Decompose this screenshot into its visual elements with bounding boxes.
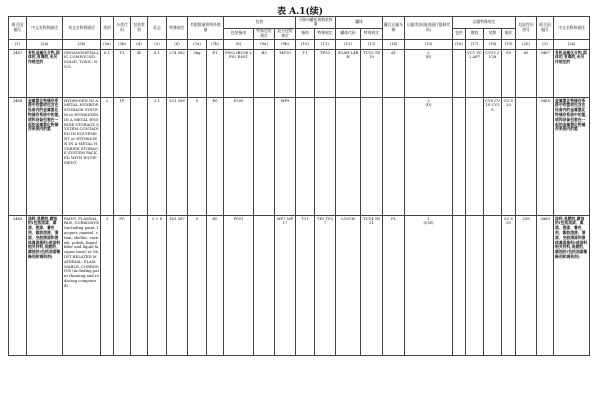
col-name-cn: 中文名称和描述	[27, 17, 63, 40]
cell-ts-operation: S9	[502, 50, 516, 98]
col-hazard-id: 危险性识别号	[516, 17, 537, 40]
col-tank-code: 罐体代码	[336, 28, 361, 40]
cell-tank-code	[336, 98, 361, 216]
cell-special-provisions: 274 562	[167, 50, 188, 98]
col-packing-instructions: 包装指南	[224, 28, 254, 40]
tunnel-code: (C/E)	[423, 220, 434, 226]
cell-labels: 3 + 8	[148, 216, 167, 356]
col-number: (9a)	[254, 40, 275, 50]
cell-tank-code: SGAH L4BH	[336, 50, 361, 98]
cell-name-en: PAINT, FLAMMABLE, CORROSIVE (including paint, lacquer, enamel, stain, shellac, varnish, polish, liquid filler and liquid lacquer base) or PAINT RELATED MATERIAL, FLAMMABLE, CORROSIVE (including paint thinning and reducing compound)	[63, 216, 101, 356]
col-number: (13)	[361, 40, 383, 50]
cell-packing-special	[254, 216, 275, 356]
col-number: (6)	[167, 40, 188, 50]
dangerous-goods-table	[8, 16, 590, 356]
col-ts-loading: 装卸	[484, 28, 502, 40]
cell-packing-group: Ⅰ	[131, 216, 148, 356]
cell-ts-bulk	[466, 216, 484, 356]
col-number: (1)	[9, 40, 27, 50]
col-number: (14)	[383, 40, 405, 50]
cell-un-no: 3469	[9, 216, 27, 356]
cell-tank-special: TP33	[315, 50, 336, 98]
cell-limited-quantity: 0	[188, 98, 207, 216]
cell-excepted-quantity: E0	[207, 216, 224, 356]
table-row	[9, 50, 590, 98]
cell-vehicle	[383, 98, 405, 216]
cell-hazard-id	[516, 98, 537, 216]
col-un-no: 联合国编号	[9, 17, 27, 40]
cell-ts-loading	[484, 216, 502, 356]
cell-packing-instructions: P002 IBC08 LP02 R001	[224, 50, 254, 98]
col-un-no-2: 联合国编号	[537, 17, 554, 40]
col-vehicle: 罐式运输车辆	[383, 17, 405, 40]
cell-packing-special	[254, 98, 275, 216]
col-tank-special: 特殊规定	[315, 28, 336, 40]
col-number: (18)	[484, 40, 502, 50]
cell-packing-group: Ⅲ	[131, 50, 148, 98]
cell-tank-code-special	[361, 98, 383, 216]
cell-un-no: 3467	[9, 50, 27, 98]
cell-vehicle: FL	[383, 216, 405, 356]
col-ts-packages: 包件	[453, 28, 466, 40]
transport-category-value: 1	[427, 215, 430, 221]
cell-name-cn: 有机金属化合物,固体的,有毒的,未另作规定的	[27, 50, 63, 98]
cell-class: 3	[101, 216, 114, 356]
col-transport-category: 运输类别(隧道通行限制代码)	[405, 17, 453, 40]
col-packing-group: 包装类别	[131, 17, 148, 40]
cell-packing-instructions: P001	[224, 216, 254, 356]
cell-ts-bulk: VC1 VC2 AP7	[466, 50, 484, 98]
cell-excepted-quantity: E0	[207, 98, 224, 216]
cell-class-code: T3	[114, 50, 131, 98]
col-mixed-packing: 混合包装规定	[275, 28, 296, 40]
cell-special-provisions: 321 356	[167, 98, 188, 216]
cell-transport-category	[405, 98, 453, 216]
col-number: (7b)	[207, 40, 224, 50]
tunnel-code: (D)	[425, 102, 432, 108]
cell-packing-special: B3	[254, 50, 275, 98]
col-limited-quantity: 有限数量和例外数量	[188, 17, 224, 40]
transport-category-value: 2	[427, 49, 430, 55]
cell-tank-code: L10CH	[336, 216, 361, 356]
cell-transport-category	[405, 216, 453, 356]
cell-class-code: 1F	[114, 98, 131, 216]
cell-ts-operation: S2 S20	[502, 216, 516, 356]
col-number: (7a)	[188, 40, 207, 50]
cell-ts-packages	[453, 98, 466, 216]
col-ts-operation: 操作	[502, 28, 516, 40]
cell-un-no-2: 3469	[537, 216, 554, 356]
col-tank-code-special: 特殊规定	[361, 28, 383, 40]
table-row	[9, 216, 590, 356]
cell-hazard-id: 338	[516, 216, 537, 356]
cell-limited-quantity: 0	[188, 216, 207, 356]
col-number: (2a)	[554, 40, 590, 50]
col-number: (2b)	[63, 40, 101, 50]
cell-name-en: ORGANOMETALLIC COMPOUND, SOLID, TOXIC, N.O.S.	[63, 50, 101, 98]
cell-vehicle: AT	[383, 50, 405, 98]
cell-tank-instructions: T1	[296, 50, 315, 98]
col-portable-tanks: 可移动罐柜和散装容器	[296, 17, 336, 29]
cell-excepted-quantity: E1	[207, 50, 224, 98]
cell-limited-quantity: 5kg	[188, 50, 207, 98]
col-number: (19)	[502, 40, 516, 50]
cell-tank-instructions	[296, 98, 315, 216]
col-class-code: 分类代码	[114, 17, 131, 40]
cell-un-no-2: 3468	[537, 98, 554, 216]
cell-ts-loading: CV9 CV10 CV36	[484, 98, 502, 216]
col-tank-instructions: 指南	[296, 28, 315, 40]
cell-ts-packages	[453, 50, 466, 98]
col-number: (10)	[296, 40, 315, 50]
cell-tank-instructions: T11	[296, 216, 315, 356]
cell-class: 2	[101, 98, 114, 216]
col-packing: 包装	[224, 17, 296, 29]
cell-un-no-2: 3467	[537, 50, 554, 98]
col-ts-bulk: 散装	[466, 28, 484, 40]
col-tanks: 罐体	[336, 17, 383, 29]
col-number: (1)	[537, 40, 554, 50]
cell-tank-special	[315, 98, 336, 216]
cell-packing-group	[131, 98, 148, 216]
col-name-en: 英文名称和描述	[63, 17, 101, 40]
col-special-provisions: 特殊规定	[167, 17, 188, 40]
cell-tank-special: TP2 TP27	[315, 216, 336, 356]
cell-name-cn-2: 涂料,易燃的,腐蚀的(包括油漆、真漆、瓷漆、着色剂、紫胶溶液、清漆、虫胶清漆和液体真漆基料)或涂料相关材料,易燃的,腐蚀的(包括油漆稀释剂和调和剂)	[554, 216, 590, 356]
col-class: 类别	[101, 17, 114, 40]
cell-class-code: FC	[114, 216, 131, 356]
table-title: 表 A.1(续)	[276, 7, 324, 17]
cell-name-cn: 涂料,易燃的,腐蚀的(包括油漆、真漆、瓷漆、着色剂、紫胶溶液、清漆、虫胶清漆和液体真漆基料)或涂料相关材料,易燃的,腐蚀的(包括油漆稀释剂和调和剂)	[27, 216, 63, 356]
cell-special-provisions: 163 367	[167, 216, 188, 356]
cell-mixed-packing: MP10	[275, 50, 296, 98]
cell-ts-loading: CV13 CV28	[484, 50, 502, 98]
cell-mixed-packing: MP7 MP17	[275, 216, 296, 356]
col-number: (3b)	[114, 40, 131, 50]
col-labels: 标志	[148, 17, 167, 40]
transport-category-value: 2	[427, 97, 430, 103]
col-number: (15)	[405, 40, 453, 50]
cell-labels: 2.1	[148, 98, 167, 216]
cell-name-cn: 金属氢化物储存系统中的氢或包含在设备内的金属氢化物储存系统中的氢,或和设备包装在一起的金属氢化物储存系统内的氢	[27, 98, 63, 216]
col-transport-special: 运输特殊规定	[453, 17, 516, 29]
cell-un-no: 3468	[9, 98, 27, 216]
cell-labels: 6.1	[148, 50, 167, 98]
col-number: (16)	[453, 40, 466, 50]
col-number: (17)	[466, 40, 484, 50]
cell-tank-code-special: TU14 TE21	[361, 216, 383, 356]
cell-mixed-packing: MP9	[275, 98, 296, 216]
col-number: (11)	[315, 40, 336, 50]
col-number: (3a)	[101, 40, 114, 50]
table-row	[9, 98, 590, 216]
col-packing-special: 特殊包装规定	[254, 28, 275, 40]
col-number: (2a)	[27, 40, 63, 50]
cell-name-cn-2: 有机金属化合物,固体的,有毒的,未另作规定的	[554, 50, 590, 98]
col-number: (12)	[336, 40, 361, 50]
col-number: (20)	[516, 40, 537, 50]
cell-name-cn-2: 金属氢化物储存系统中的氢或包含在设备内的金属氢化物储存系统中的氢,或和设备包装在一起的金属氢化物储存系统内的氢	[554, 98, 590, 216]
cell-ts-operation: S2 S20	[502, 98, 516, 216]
col-number: (8)	[224, 40, 254, 50]
cell-transport-category	[405, 50, 453, 98]
cell-ts-packages	[453, 216, 466, 356]
cell-hazard-id: 60	[516, 50, 537, 98]
tunnel-code: (E)	[425, 54, 432, 60]
cell-tank-code-special: TU15 TE19	[361, 50, 383, 98]
cell-ts-bulk	[466, 98, 484, 216]
cell-packing-instructions: P205	[224, 98, 254, 216]
col-name-cn-2: 中文名称和描述	[554, 17, 590, 40]
col-number: (5)	[148, 40, 167, 50]
cell-class: 6.1	[101, 50, 114, 98]
cell-name-en: HYDROGEN IN A METAL HYDRIDE STORAGE SYSTEM or HYDROGEN IN A METAL HYDRIDE STORAGE SYSTEM CONTAINED IN EQUIPMENT or HYDROGEN IN A METAL HYDRIDE STORAGE SYSTEM PACKED WITH EQUIPMENT	[63, 98, 101, 216]
col-number: (4)	[131, 40, 148, 50]
col-number: (9b)	[275, 40, 296, 50]
